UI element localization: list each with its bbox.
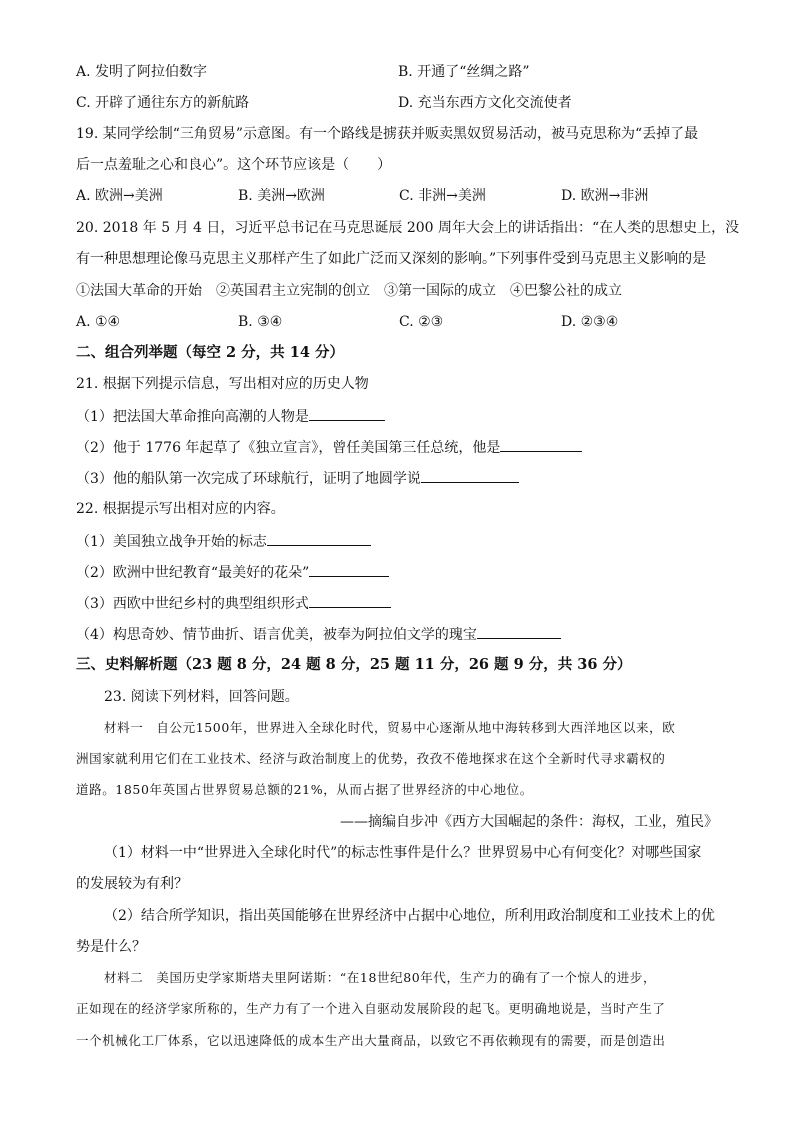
q23-material1-line1: 材料一 自公元1500年，世界进入全球化时代，贸易中心逐渐从地中海转移到大西洋地区以来，欧	[104, 720, 676, 735]
q21-part3	[76, 468, 724, 489]
q23-stem: 23. 阅读下列材料，回答问题。	[104, 689, 299, 705]
q19-stem-line2: 后一点羞耻之心和良心”。这个环节应该是（ ）	[76, 157, 392, 173]
q21-part3-text: （3）他的船队第一次完成了环球航行，证明了地圆学说	[76, 471, 421, 487]
q22-part3-text: （3）西欧中世纪乡村的典型组织形式	[76, 596, 309, 612]
q23-question2-line2: 势是什么？	[76, 939, 146, 955]
q22-part3	[76, 593, 724, 614]
q22-part3-answer-blank[interactable]	[309, 593, 391, 608]
q22-part4	[76, 624, 724, 645]
q23-material2-line3: 一个机械化工厂体系，它以迅速降低的成本生产出大量商品，以致它不再依赖现有的需要，而是创造出	[76, 1033, 666, 1048]
q20-option-b: B. ③④	[238, 314, 283, 330]
q21-part2-answer-blank[interactable]	[500, 437, 582, 452]
q21-part2	[76, 437, 724, 458]
q21-part1-text: （1）把法国大革命推向高潮的人物是	[76, 409, 309, 425]
q21-part1	[76, 406, 724, 427]
q21-part1-answer-blank[interactable]	[309, 406, 385, 421]
q23-material1-source: ——摘编自步冲《西方大国崛起的条件：海权，工业，殖民》	[340, 814, 718, 830]
q23-material1-line3: 道路。1850年英国占世界贸易总额的21%，从而占据了世界经济的中心地位。	[76, 782, 533, 797]
q19-option-d: D. 欧洲→非洲	[561, 188, 649, 204]
q21-part3-answer-blank[interactable]	[421, 468, 519, 483]
q23-material2-line2: 正如现在的经济学家所称的，生产力有了一个进入自驱动发展阶段的起飞。更明确地说是，当时产生了	[76, 1001, 666, 1016]
q22-part2-answer-blank[interactable]	[309, 562, 389, 577]
q20-stem-line1: 20. 2018 年 5 月 4 日，习近平总书记在马克思诞辰 200 周年大会上的讲话指出：“在人类的思想史上，没	[76, 220, 740, 236]
q22-part2-text: （2）欧洲中世纪教育“最美好的花朵”	[76, 565, 310, 581]
q20-option-c: C. ②③	[399, 314, 444, 330]
q19-option-a: A. 欧洲→美洲	[76, 188, 163, 204]
q22-part4-answer-blank[interactable]	[477, 624, 561, 639]
q20-option-a: A. ①④	[76, 314, 121, 330]
q20-option-d: D. ②③④	[561, 314, 619, 330]
q23-question1-line2: 的发展较为有利？	[76, 876, 188, 892]
q21-part2-text: （2）他于 1776 年起草了《独立宣言》，曾任美国第三任总统，他是	[76, 440, 501, 456]
q21-stem: 21. 根据下列提示信息，写出相对应的历史人物	[76, 376, 369, 392]
q19-option-b: B. 美洲→欧洲	[238, 188, 325, 204]
q20-items: ①法国大革命的开始 ②英国君主立宪制的创立 ③第一国际的成立 ④巴黎公社的成立	[76, 283, 622, 299]
q18-option-a: A. 发明了阿拉伯数字	[76, 64, 208, 80]
q18-option-b: B. 开通了“丝绸之路”	[398, 64, 530, 80]
q22-part2	[76, 562, 724, 583]
q23-material2-line1: 材料二 美国历史学家斯塔夫里阿诺斯：“在18世纪80年代，生产力的确有了一个惊人的进步，	[104, 970, 657, 985]
q22-part4-text: （4）构思奇妙、情节曲折、语言优美，被奉为阿拉伯文学的瑰宝	[76, 627, 477, 643]
q19-option-c: C. 非洲→美洲	[399, 188, 486, 204]
q18-option-c: C. 开辟了通往东方的新航路	[76, 95, 250, 111]
q23-question1-line1: （1）材料一中“世界进入全球化时代”的标志性事件是什么？世界贸易中心有何变化？对哪些国家	[104, 845, 702, 861]
q22-stem: 22. 根据提示写出相对应的内容。	[76, 501, 285, 517]
q22-part1-text: （1）美国独立战争开始的标志	[76, 534, 267, 550]
q19-stem-line1: 19. 某同学绘制“三角贸易”示意图。有一个路线是掳获并贩卖黑奴贸易活动，被马克思称为“丢掉了最	[76, 126, 699, 142]
q23-material1-line2: 洲国家就利用它们在工业技术、经济与政治制度上的优势，孜孜不倦地探求在这个全新时代寻求霸权的	[76, 751, 666, 766]
q22-part1-answer-blank[interactable]	[267, 531, 371, 546]
q18-option-d: D. 充当东西方文化交流使者	[398, 95, 572, 111]
section3-heading: 三、史料解析题（23 题 8 分，24 题 8 分，25 题 11 分，26 题 9 分，共 36 分）	[76, 656, 632, 673]
section2-heading: 二、组合列举题（每空 2 分，共 14 分）	[76, 344, 344, 361]
q22-part1	[76, 531, 724, 552]
q23-question2-line1: （2）结合所学知识，指出英国能够在世界经济中占据中心地位，所利用政治制度和工业技术上的优	[104, 908, 715, 924]
q20-stem-line2: 有一种思想理论像马克思主义那样产生了如此广泛而又深刻的影响。”下列事件受到马克思主义影响的是	[76, 251, 707, 267]
